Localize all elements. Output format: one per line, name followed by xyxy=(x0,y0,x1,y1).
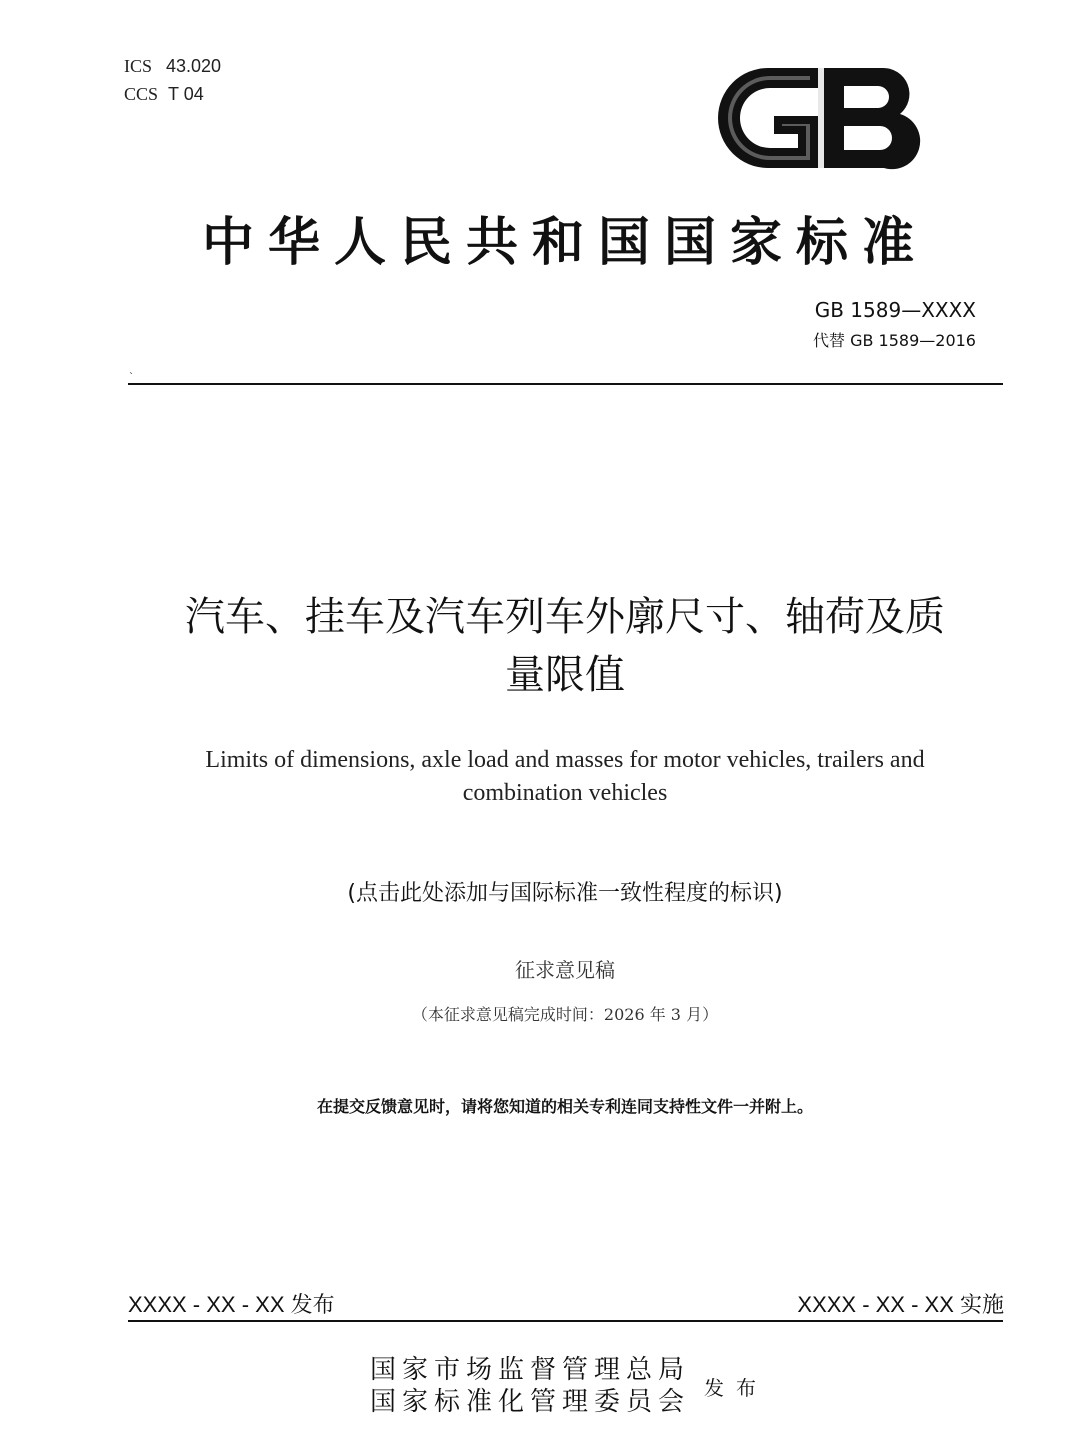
publisher-samr: 国家市场监督管理总局 xyxy=(370,1355,691,1385)
conformity-placeholder[interactable]: (点击此处添加与国际标准一致性程度的标识) xyxy=(347,881,783,906)
draft-label: 征求意见稿 xyxy=(515,958,615,982)
standard-number-block xyxy=(813,296,976,358)
ics-code xyxy=(124,52,221,80)
chinese-title xyxy=(110,588,1020,704)
stray-mark: ` xyxy=(129,372,134,383)
chinese-title-line2: 量限值 xyxy=(505,652,625,698)
national-standard-title: 中华人民共和国国家标准 xyxy=(201,213,928,273)
publish-label: 发布 xyxy=(704,1376,768,1400)
publisher-sac: 国家标准化管理委员会 xyxy=(370,1387,691,1417)
completion-time: （本征求意见稿完成时间：2026 年 3 月） xyxy=(411,1005,719,1024)
ccs-code xyxy=(124,80,221,108)
patent-notice: 在提交反馈意见时，请将您知道的相关专利连同支持性文件一并附上。 xyxy=(316,1097,813,1116)
ics-value: 43.020 xyxy=(166,56,222,76)
ccs-value: T 04 xyxy=(168,84,204,104)
header-divider xyxy=(128,383,1003,385)
gb-logo-icon xyxy=(714,64,924,172)
footer-divider xyxy=(128,1320,1003,1322)
publish-date: XXXX - XX - XX 发布 xyxy=(128,1292,335,1317)
classification-codes xyxy=(124,52,221,108)
standard-number: GB 1589—XXXX xyxy=(814,298,976,322)
ics-label: ICS xyxy=(124,56,153,76)
implement-date: XXXX - XX - XX 实施 xyxy=(797,1292,1004,1317)
ccs-label: CCS xyxy=(124,84,159,104)
english-title: Limits of dimensions, axle load and masses for motor vehicles, trailers and combination vehicles xyxy=(205,747,925,806)
chinese-title-line1: 汽车、挂车及汽车列车外廓尺寸、轴荷及质 xyxy=(185,594,945,640)
replaces-standard: 代替 GB 1589—2016 xyxy=(813,331,976,350)
publishing-organizations xyxy=(370,1354,690,1418)
